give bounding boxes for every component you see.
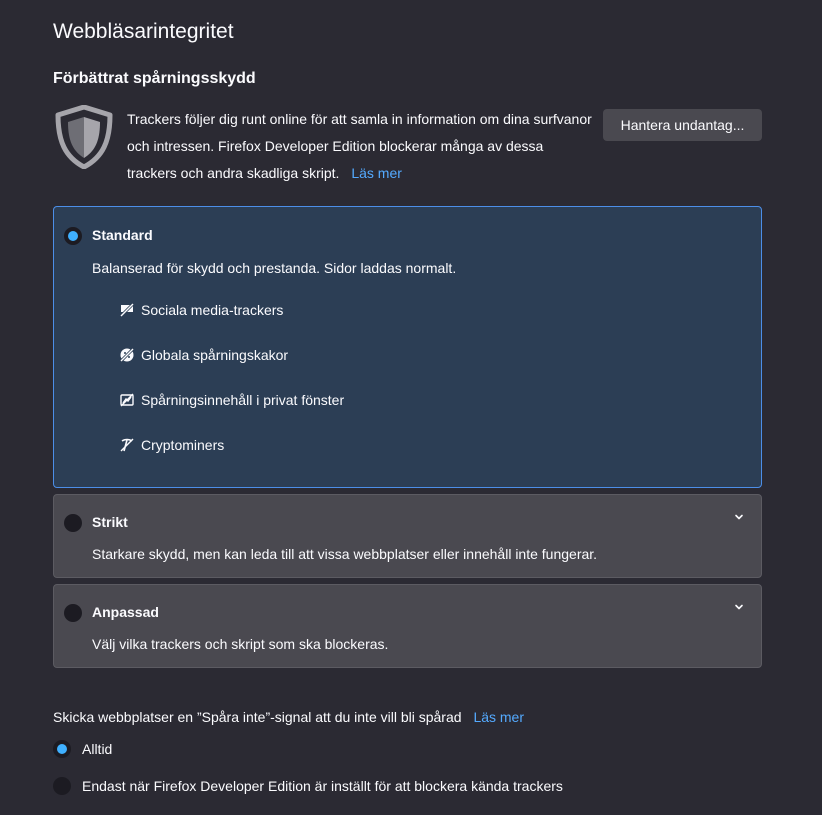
feature-label: Sociala media-trackers	[141, 302, 284, 318]
social-tracker-icon	[119, 302, 135, 318]
option-card-standard[interactable]	[53, 206, 762, 488]
page-title: Webbläsarintegritet	[53, 20, 234, 43]
do-not-track-label	[53, 709, 524, 725]
option-description-strict: Starkare skydd, men kan leda till att vissa webbplatser eller innehåll inte fungerar.	[92, 546, 598, 562]
option-card-custom[interactable]	[53, 584, 762, 668]
dnt-option-only-when-blocking[interactable]: Endast när Firefox Developer Edition är inställt för att blockera kända trackers	[82, 778, 563, 794]
cryptominer-icon	[119, 437, 135, 453]
tracking-content-icon	[119, 392, 135, 408]
radio-standard[interactable]	[64, 227, 82, 245]
shield-icon	[55, 105, 113, 169]
intro-description: Trackers följer dig runt online för att samla in information om dina surfvanor och intressen. Firefox Developer Edition blockerar många av dessa trackers och andra skadliga skript.	[127, 111, 592, 181]
feature-label: Spårningsinnehåll i privat fönster	[141, 392, 345, 408]
feature-label: Cryptominers	[141, 437, 225, 453]
feature-tracking-content	[119, 392, 344, 408]
feature-cryptominers	[119, 437, 224, 453]
section-heading: Förbättrat spårningsskydd	[53, 70, 256, 87]
learn-more-link[interactable]: Läs mer	[351, 165, 402, 181]
option-description-standard: Balanserad för skydd och prestanda. Sidor laddas normalt.	[92, 260, 457, 276]
manage-exceptions-button[interactable]: Hantera undantag...	[603, 109, 762, 141]
do-not-track-text: Skicka webbplatser en ”Spåra inte”-signal att du inte vill bli spårad	[53, 709, 462, 725]
option-card-strict[interactable]	[53, 494, 762, 578]
option-description-custom: Välj vilka trackers och skript som ska blockeras.	[92, 636, 389, 652]
option-label-strict: Strikt	[92, 514, 128, 530]
feature-label: Globala spårningskakor	[141, 347, 289, 363]
option-label-standard: Standard	[92, 227, 153, 243]
cookie-icon	[119, 347, 135, 363]
chevron-down-icon[interactable]	[733, 601, 745, 613]
dnt-learn-more-link[interactable]: Läs mer	[473, 709, 525, 725]
radio-custom[interactable]	[64, 604, 82, 622]
dnt-option-always[interactable]: Alltid	[82, 741, 113, 757]
dnt-radio-only-when-blocking[interactable]	[53, 777, 71, 795]
feature-cookies	[119, 347, 288, 363]
chevron-down-icon[interactable]	[733, 511, 745, 523]
option-label-custom: Anpassad	[92, 604, 159, 620]
feature-social-trackers	[119, 302, 283, 318]
intro-text	[127, 106, 595, 187]
radio-strict[interactable]	[64, 514, 82, 532]
dnt-radio-always[interactable]	[53, 740, 71, 758]
